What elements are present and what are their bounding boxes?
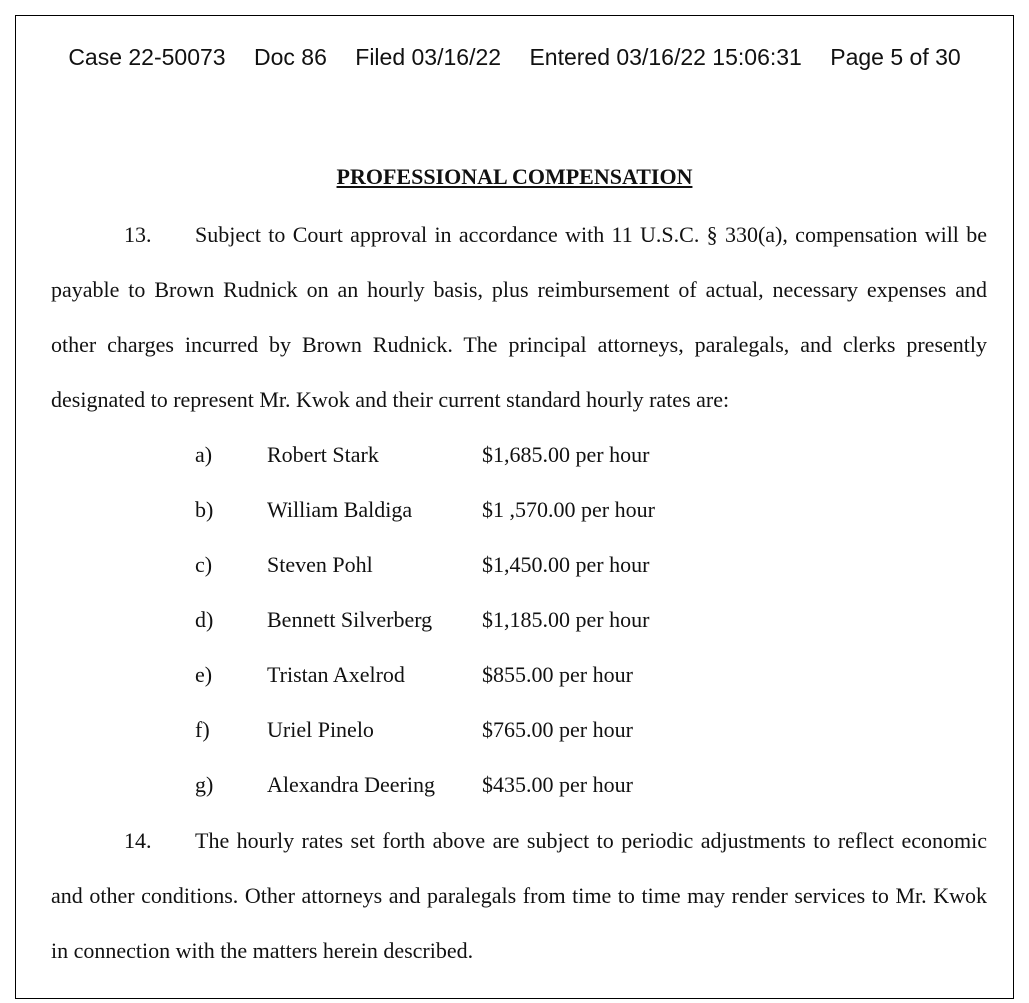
- court-filing-header: [16, 44, 1013, 71]
- attorney-name: Robert Stark: [267, 442, 379, 467]
- section-title: PROFESSIONAL COMPENSATION: [336, 164, 693, 189]
- doc-number: Doc 86: [254, 44, 327, 70]
- attorney-name: Bennett Silverberg: [267, 607, 433, 632]
- list-letter: d): [195, 607, 214, 632]
- attorney-name: Tristan Axelrod: [267, 662, 405, 687]
- paragraph-14: [51, 813, 987, 978]
- list-letter: a): [195, 442, 213, 467]
- attorney-name: Steven Pohl: [267, 552, 373, 577]
- list-letter: b): [195, 497, 214, 522]
- paragraph-text: Subject to Court approval in accordance with 11 U.S.C. § 330(a), compensation will be payable to Brown Rudnick on an hourly basis, plus reimbursement of actual, necessary expenses and other charges incurred by Brown Rudnick. The principal attorneys, paralegals, and clerks presently designated to represent Mr. Kwok and their current standard hourly rates are:: [51, 222, 987, 412]
- attorney-name: Uriel Pinelo: [267, 717, 374, 742]
- hourly-rate: $1 ,570.00 per hour: [482, 497, 655, 522]
- list-letter: f): [195, 717, 210, 742]
- paragraph-number: 13.: [124, 222, 152, 247]
- filed-date: Filed 03/16/22: [355, 44, 502, 70]
- hourly-rate: $765.00 per hour: [482, 717, 633, 742]
- hourly-rate: $1,685.00 per hour: [482, 442, 650, 467]
- list-letter: e): [195, 662, 213, 687]
- paragraph-number: 14.: [124, 828, 152, 853]
- hourly-rate: $435.00 per hour: [482, 772, 633, 797]
- list-letter: g): [195, 772, 214, 797]
- paragraph-text: The hourly rates set forth above are subject to periodic adjustments to reflect economic and other conditions. Other attorneys and paralegals from time to time may render services to Mr. Kwok in connection with the matters herein described.: [51, 828, 987, 963]
- document-page: [15, 15, 1014, 999]
- hourly-rate: $855.00 per hour: [482, 662, 633, 687]
- paragraph-13: [51, 207, 987, 427]
- attorney-name: William Baldiga: [267, 497, 413, 522]
- list-letter: c): [195, 552, 213, 577]
- page-indicator: Page 5 of 30: [830, 44, 961, 70]
- hourly-rate: $1,450.00 per hour: [482, 552, 650, 577]
- entered-date: Entered 03/16/22 15:06:31: [529, 44, 802, 70]
- hourly-rate: $1,185.00 per hour: [482, 607, 650, 632]
- attorney-name: Alexandra Deering: [267, 772, 435, 797]
- case-number: Case 22-50073: [68, 44, 226, 70]
